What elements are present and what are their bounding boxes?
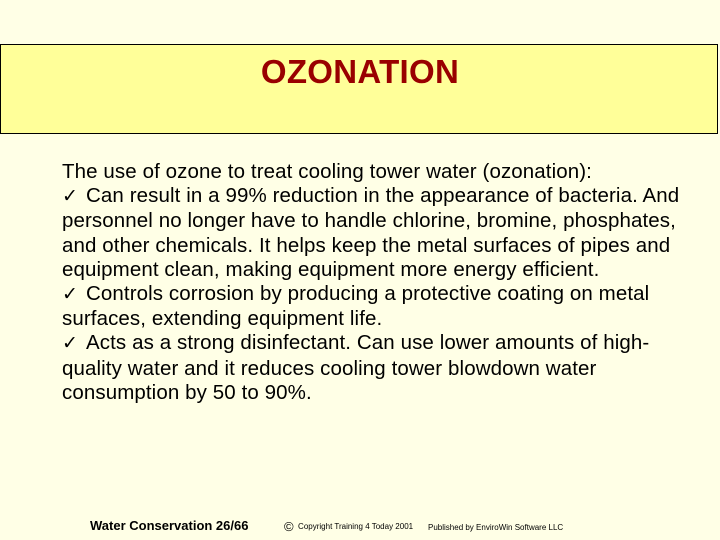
intro-text: The use of ozone to treat cooling tower water (ozonation): bbox=[62, 160, 592, 183]
bullet-3 bbox=[62, 331, 702, 405]
footer-copyright bbox=[284, 519, 413, 534]
copyright-icon: © bbox=[284, 519, 294, 534]
slide-body bbox=[62, 160, 702, 405]
bullet-1-text: Can result in a 99% reduction in the appearance of bacteria. And personnel no longer have to handle chlorine, bromine, phosphates, and other chemicals. It helps keep the metal surfaces of pipes and equipment clean, making equipment more energy efficient. bbox=[62, 184, 680, 281]
checkmark-icon: ✓ bbox=[62, 186, 79, 208]
slide-title: OZONATION bbox=[260, 53, 460, 90]
footer bbox=[0, 518, 720, 538]
bullet-1 bbox=[62, 184, 702, 282]
checkmark-icon: ✓ bbox=[62, 284, 79, 306]
bullet-2-text: Controls corrosion by producing a protective coating on metal surfaces, extending equipment life. bbox=[62, 282, 650, 331]
bullet-3-text: Acts as a strong disinfectant. Can use lower amounts of high-quality water and it reduces cooling tower blowdown water consumption by 50 to 90%. bbox=[62, 331, 650, 404]
footer-publisher: Published by EnviroWin Software LLC bbox=[428, 523, 564, 532]
checkmark-icon: ✓ bbox=[62, 333, 79, 355]
footer-page-label: Water Conservation 26/66 bbox=[90, 518, 249, 533]
footer-copyright-text: Copyright Training 4 Today 2001 bbox=[298, 522, 414, 531]
bullet-2 bbox=[62, 282, 702, 331]
